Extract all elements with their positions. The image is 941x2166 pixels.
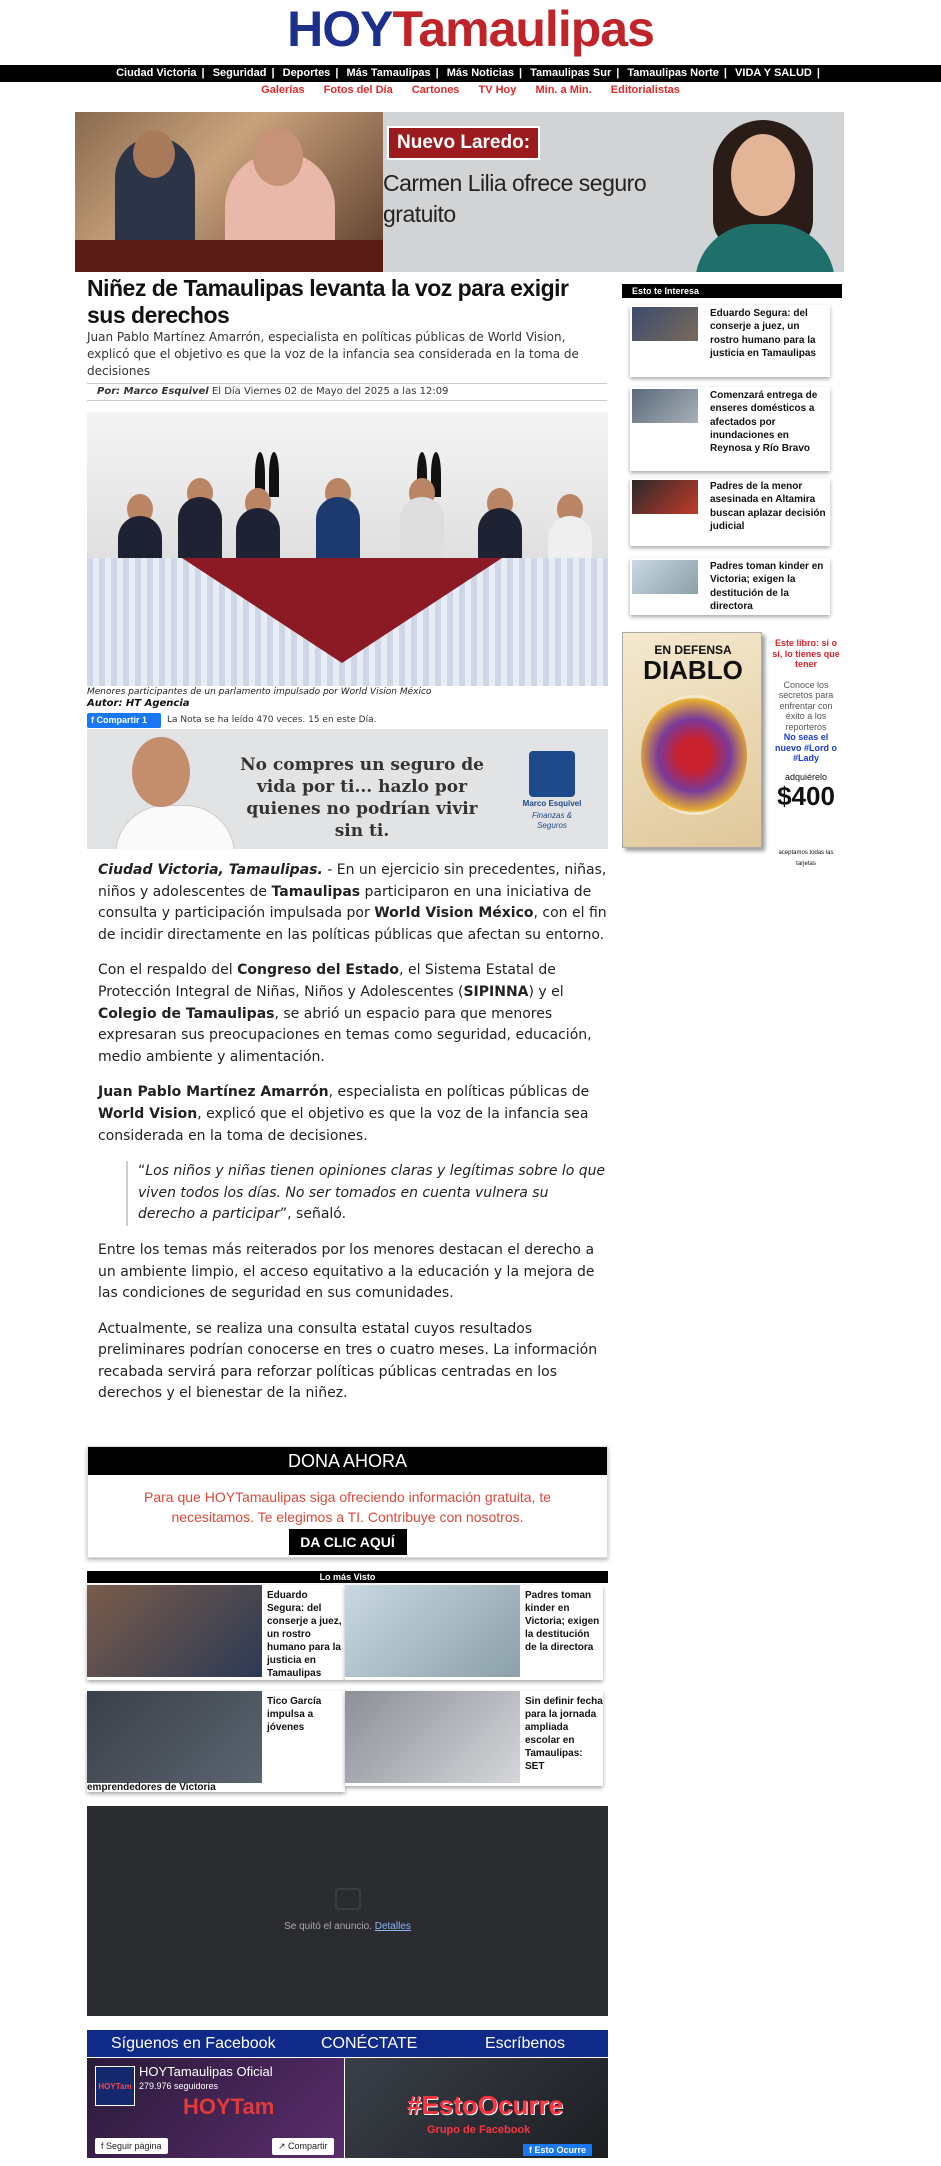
- article-summary: Juan Pablo Martínez Amarrón, especialista en políticas públicas de World Vision, explicó que el objetivo es que la voz de la infancia sea considerada en la toma de decisiones: [87, 330, 579, 378]
- subnav-fotos-del-dia[interactable]: Fotos del Día: [323, 84, 393, 96]
- nav-mas-tamaulipas[interactable]: Más Tamaulipas: [346, 67, 431, 79]
- brand-mark-icon: [529, 751, 575, 797]
- social-bar: [87, 2030, 608, 2057]
- subnav-min-a-min[interactable]: Min. a Min.: [535, 84, 592, 96]
- book-ad-copy: Este libro: si o sí, lo tienes que tener Conoce los secretos para enfrentar con éxito a los reporteros No seas el nuevo #Lord o #Lady adquiérelo $400 aceptamos todas las tarjetas: [770, 638, 842, 869]
- photo-author: Autor: HT Agencia: [87, 698, 190, 709]
- most-viewed-item[interactable]: Tico García impulsa a jóvenes emprendedores de Victoria: [87, 1691, 345, 1792]
- thumbnail: [632, 480, 698, 514]
- facebook-icon: f: [101, 2141, 107, 2151]
- nav-seguridad[interactable]: Seguridad: [212, 67, 267, 79]
- most-viewed-header: Lo más Visto: [87, 1571, 608, 1583]
- nav-deportes[interactable]: Deportes: [282, 67, 331, 79]
- thumbnail: [632, 560, 698, 594]
- subnav-editorialistas[interactable]: Editorialistas: [610, 84, 680, 96]
- donate-button[interactable]: DA CLIC AQUÍ: [289, 1529, 407, 1555]
- book-price: $400: [777, 781, 835, 811]
- follow-facebook-link[interactable]: Síguenos en Facebook: [111, 2035, 276, 2052]
- main-nav: Ciudad Victoria | Seguridad | Deportes | Más Tamaulipas | Más Noticias | Tamaulipas Sur | Tamaulipas Norte | VIDA Y SALUD |: [0, 65, 941, 82]
- top-banner[interactable]: [75, 112, 844, 272]
- ad-placeholder-icon: [335, 1888, 361, 1910]
- thumbnail: [632, 307, 698, 341]
- esto-ocurre-button[interactable]: f Esto Ocurre: [523, 2144, 592, 2156]
- thumbnail: [345, 1585, 520, 1677]
- book-ad[interactable]: [622, 632, 844, 867]
- most-viewed-item[interactable]: Sin definir fecha para la jornada ampliada escolar en Tamaulipas: SET: [345, 1691, 603, 1786]
- insurance-ad-text: No compres un seguro de vida por ti... hazlo por quienes no podrían vivir sin ti.: [240, 755, 484, 841]
- logo-hoy: HOY: [287, 1, 393, 57]
- thumbnail: [87, 1691, 262, 1783]
- banner-photo: [75, 112, 383, 272]
- banner-headline: Carmen Lilia ofrece seguro gratuito: [383, 170, 647, 227]
- most-viewed-item[interactable]: Eduardo Segura: del conserje a juez, un rostro humano para la justicia en Tamaulipas: [87, 1585, 345, 1680]
- nav-ciudad-victoria[interactable]: Ciudad Victoria: [116, 67, 197, 79]
- paragraph-4: Entre los temas más reiterados por los menores destacan el derecho a un ambiente limpio, el acceso equitativo a la educación y la mejora de las condiciones de seguridad en sus comunidades.: [98, 1241, 595, 1302]
- sidebar-item[interactable]: Padres de la menor asesinada en Altamira buscan aplazar decisión judicial: [630, 478, 830, 546]
- sidebar-item[interactable]: Padres toman kinder en Victoria; exigen la destitución de la directora: [630, 558, 830, 615]
- subnav-cartones[interactable]: Cartones: [411, 84, 460, 96]
- sub-nav: [0, 83, 941, 97]
- ad-details-link[interactable]: Detalles: [374, 1921, 411, 1932]
- most-viewed-item[interactable]: Padres toman kinder en Victoria; exigen la destitución de la directora: [345, 1585, 603, 1680]
- banner-tag: Nuevo Laredo:: [387, 126, 540, 160]
- article-byline: [87, 383, 607, 401]
- fb-followers: 279.976 seguidores: [139, 2081, 219, 2091]
- nav-tamaulipas-sur[interactable]: Tamaulipas Sur: [530, 67, 612, 79]
- subnav-tv-hoy[interactable]: TV Hoy: [478, 84, 517, 96]
- article-title: Niñez de Tamaulipas levanta la voz para exigir sus derechos: [87, 275, 569, 328]
- connect-link[interactable]: CONÉCTATE: [321, 2035, 418, 2052]
- paragraph-1: Ciudad Victoria, Tamaulipas. - En un ejercicio sin precedentes, niñas, niños y adolescentes de Tamaulipas participaron en una iniciativa de consulta y participación impulsada por World Vision México, con el fin de incidir directamente en las políticas públicas que afectan su entorno.: [98, 862, 607, 943]
- fb-cover-text: HOYTam: [183, 2094, 275, 2119]
- nav-tamaulipas-norte[interactable]: Tamaulipas Norte: [627, 67, 719, 79]
- article-photo[interactable]: [87, 412, 608, 686]
- thumbnail: [345, 1691, 520, 1783]
- book-illustration: [641, 695, 747, 815]
- insurance-logo: Marco Esquivel Finanzas & Seguros: [517, 751, 587, 819]
- sidebar-header: Esto te Interesa: [622, 284, 842, 298]
- thumbnail: [632, 389, 698, 423]
- facebook-share-button[interactable]: f Compartir 1: [87, 713, 161, 728]
- paragraph-2: Con el respaldo del Congreso del Estado, el Sistema Estatal de Protección Integral de Niñas, Niños y Adolescentes (SIPINNA) y el Colegio de Tamaulipas, se abrió un espacio para que menores expresaran sus preocupaciones en temas como seguridad, educación, medio ambiente y alimentación.: [98, 962, 592, 1065]
- photo-caption: Menores participantes de un parlamento impulsado por World Vision México: [87, 687, 432, 697]
- quote: “Los niños y niñas tienen opiniones claras y legítimas sobre lo que viven todos los días. No ser tomados en cuenta vulnera su derecho a participar”, señaló.: [126, 1161, 608, 1226]
- esto-ocurre-title: #EstoOcurre: [407, 2090, 564, 2120]
- subnav-galerias[interactable]: Galerías: [261, 84, 305, 96]
- page-logo: HOYTam: [95, 2066, 135, 2106]
- facebook-page-widget[interactable]: [87, 2058, 344, 2158]
- insurance-ad[interactable]: [87, 729, 608, 849]
- logo-tamaulipas: Tamaulipas: [392, 1, 654, 57]
- facebook-icon: f: [529, 2145, 535, 2155]
- nav-vida-y-salud[interactable]: VIDA Y SALUD: [735, 67, 812, 79]
- donate-text: Para que HOYTamaulipas siga ofreciendo información gratuita, te necesitamos. Te elegimos a TI. Contribuye con nosotros.: [144, 1489, 551, 1525]
- site-logo[interactable]: [0, 0, 941, 62]
- write-us-link[interactable]: Escríbenos: [485, 2035, 566, 2052]
- nav-mas-noticias[interactable]: Más Noticias: [446, 67, 515, 79]
- sidebar-item[interactable]: Eduardo Segura: del conserje a juez, un rostro humano para la justicia en Tamaulipas: [630, 305, 830, 377]
- paragraph-3: Juan Pablo Martínez Amarrón, especialista en políticas públicas de World Vision, explicó que el objetivo es que la voz de la infancia sea considerada en la toma de decisiones.: [98, 1084, 590, 1144]
- esto-ocurre-subtitle: Grupo de Facebook: [427, 2124, 531, 2136]
- ad-portrait: [115, 731, 205, 849]
- fb-share-button[interactable]: ↗ Compartir: [272, 2138, 334, 2155]
- book-cover: EN DEFENSA DIABLO: [622, 632, 762, 848]
- follow-page-button[interactable]: f Seguir página: [95, 2138, 168, 2154]
- esto-ocurre-widget[interactable]: [345, 2058, 608, 2158]
- byline-date: El Día Viernes 02 de Mayo del 2025 a las 12:09: [208, 386, 449, 397]
- banner-portrait: [673, 112, 844, 272]
- byline-author: Por: Marco Esquivel: [97, 386, 209, 397]
- read-count: La Nota se ha leído 470 veces. 15 en este Día.: [167, 715, 377, 725]
- paragraph-5: Actualmente, se realiza una consulta estatal cuyos resultados preliminares podrían conocerse en tres o cuatro meses. La información recabada servirá para reforzar políticas públicas centradas en los derechos y el bienestar de la niñez.: [98, 1320, 598, 1402]
- share-icon: ↗: [278, 2141, 289, 2151]
- thumbnail: [87, 1585, 262, 1677]
- removed-ad: Se quitó el anuncio. Detalles: [87, 1806, 608, 2016]
- donate-box: [87, 1446, 608, 1558]
- article-body: [98, 860, 608, 1419]
- donate-header: DONA AHORA: [88, 1447, 607, 1475]
- sidebar-item[interactable]: Comenzará entrega de enseres domésticos a afectados por inundaciones en Reynosa y Río Bravo: [630, 387, 830, 471]
- fb-page-name[interactable]: HOYTamaulipas Oficial: [139, 2064, 273, 2079]
- facebook-icon: f: [91, 715, 97, 725]
